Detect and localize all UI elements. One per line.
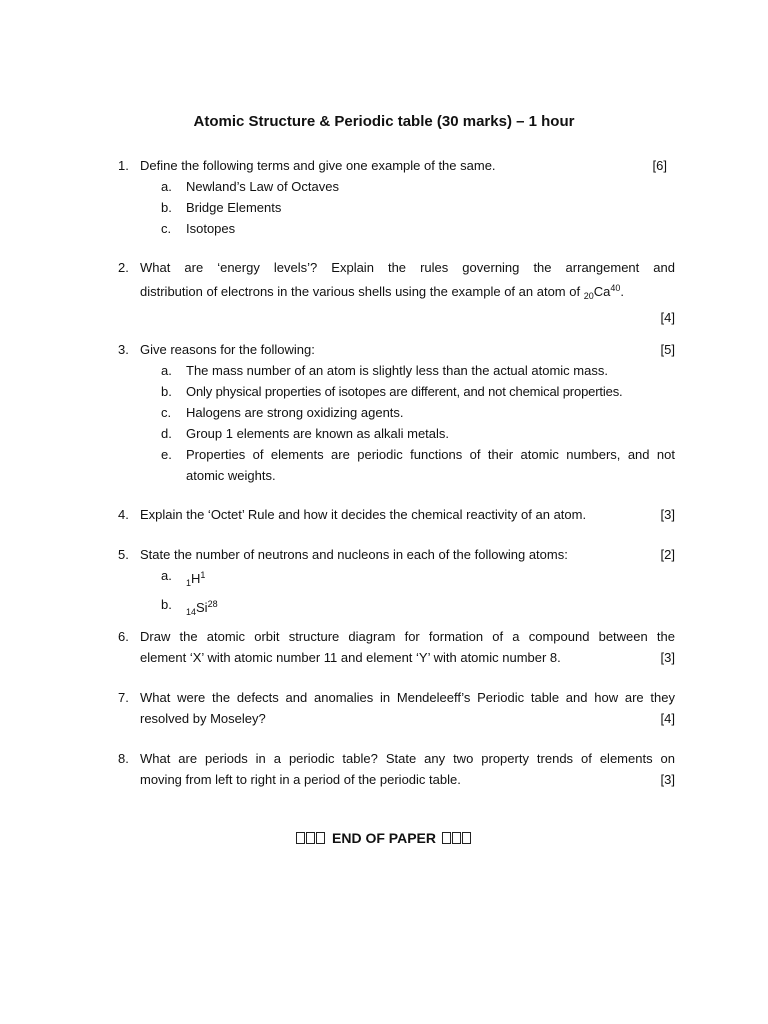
question-3: [118, 339, 675, 486]
marks: [5]: [660, 342, 675, 357]
decorative-boxes: [296, 830, 326, 846]
question-text-line-1: What were the defects and anomalies in Mendeleeff’s Periodic table and how are they: [140, 690, 675, 705]
marks: [2]: [660, 547, 675, 562]
sub-item-letter: a.: [161, 179, 172, 194]
question-text-line-1: What are periods in a periodic table? State any two property trends of elements on: [140, 751, 675, 766]
question-number: 6.: [118, 629, 129, 644]
sub-item: [161, 594, 675, 623]
question-text: State the number of neutrons and nucleons in each of the following atoms:: [140, 547, 568, 562]
question-text-line-1: What are ‘energy levels’? Explain the rules governing the arrangement and: [140, 260, 675, 275]
sub-item: [161, 218, 675, 239]
period: .: [620, 284, 624, 299]
sub-item: [161, 423, 675, 444]
question-5: [118, 544, 675, 623]
question-text-line-2: resolved by Moseley?: [140, 711, 266, 726]
mass-number: 1: [200, 570, 206, 580]
atomic-number: 1: [186, 578, 192, 588]
sub-item: [161, 565, 675, 594]
atomic-number: 14: [186, 607, 197, 617]
question-text-line-2: element ‘X’ with atomic number 11 and element ‘Y’ with atomic number 8.: [140, 650, 561, 665]
mass-number: 28: [207, 599, 218, 609]
page-title: Atomic Structure & Periodic table (30 marks) – 1 hour: [193, 113, 575, 130]
question-1: [118, 155, 675, 239]
sub-item: [161, 444, 675, 486]
sub-item-text: Newland’s Law of Octaves: [186, 179, 339, 194]
question-number: 7.: [118, 690, 129, 705]
question-6: [118, 626, 675, 668]
sub-item: [161, 402, 675, 423]
end-text: END OF PAPER: [332, 830, 436, 846]
marks: [6]: [652, 158, 667, 173]
question-number: 5.: [118, 547, 129, 562]
sub-item-letter: a.: [161, 568, 172, 583]
question-2: [118, 257, 675, 328]
sub-item: [161, 197, 675, 218]
marks: [4]: [660, 711, 675, 726]
question-text-line-1: Draw the atomic orbit structure diagram for formation of a compound between the: [140, 629, 675, 644]
marks: [3]: [660, 772, 675, 787]
question-number: 3.: [118, 342, 129, 357]
question-text: Define the following terms and give one example of the same.: [140, 158, 496, 173]
question-4: [118, 504, 675, 525]
sub-item-letter: c.: [161, 405, 172, 420]
sub-item-letter: c.: [161, 221, 172, 236]
sub-item-letter: a.: [161, 363, 172, 378]
sub-item-text: Only physical properties of isotopes are different, and not chemical properties.: [186, 384, 623, 399]
element-symbol: H: [191, 571, 201, 586]
question-text: Explain the ‘Octet’ Rule and how it decides the chemical reactivity of an atom.: [140, 507, 587, 522]
question-7: [118, 687, 675, 729]
sub-item-letter: b.: [161, 200, 172, 215]
atom-notation: [186, 594, 675, 623]
question-number: 8.: [118, 751, 129, 766]
sub-item-text: Properties of elements are periodic functions of their atomic numbers, and not atomic weights.: [186, 447, 675, 483]
decorative-boxes: [442, 830, 472, 846]
element-symbol: Ca: [593, 284, 611, 299]
marks: [3]: [660, 507, 675, 522]
sub-item-text: Group 1 elements are known as alkali metals.: [186, 426, 450, 441]
atomic-number: 20: [583, 291, 594, 301]
element-symbol: Si: [196, 600, 208, 615]
sub-item-text: Bridge Elements: [186, 200, 282, 215]
question-text: distribution of electrons in the various shells using the example of an atom of: [140, 284, 581, 299]
sub-item-text: Halogens are strong oxidizing agents.: [186, 405, 404, 420]
sub-item: [161, 176, 675, 197]
sub-item-letter: e.: [161, 447, 172, 462]
marks: [4]: [660, 310, 675, 325]
question-number: 2.: [118, 260, 129, 275]
question-8: [118, 748, 675, 790]
sub-item-text: Isotopes: [186, 221, 236, 236]
marks: [3]: [660, 650, 675, 665]
sub-item-letter: b.: [161, 384, 172, 399]
sub-item-letter: d.: [161, 426, 172, 441]
question-text: Give reasons for the following:: [140, 342, 315, 357]
sub-item-text: The mass number of an atom is slightly less than the actual atomic mass.: [186, 363, 608, 378]
atom-notation: [186, 565, 675, 594]
sub-item: [161, 381, 675, 402]
question-number: 4.: [118, 507, 129, 522]
mass-number: 40: [610, 283, 621, 293]
sub-item: [161, 360, 675, 381]
question-text-line-2: moving from left to right in a period of the periodic table.: [140, 772, 461, 787]
question-number: 1.: [118, 158, 129, 173]
question-text-line-2: [140, 278, 675, 307]
end-of-paper: [0, 830, 768, 846]
sub-item-letter: b.: [161, 597, 172, 612]
